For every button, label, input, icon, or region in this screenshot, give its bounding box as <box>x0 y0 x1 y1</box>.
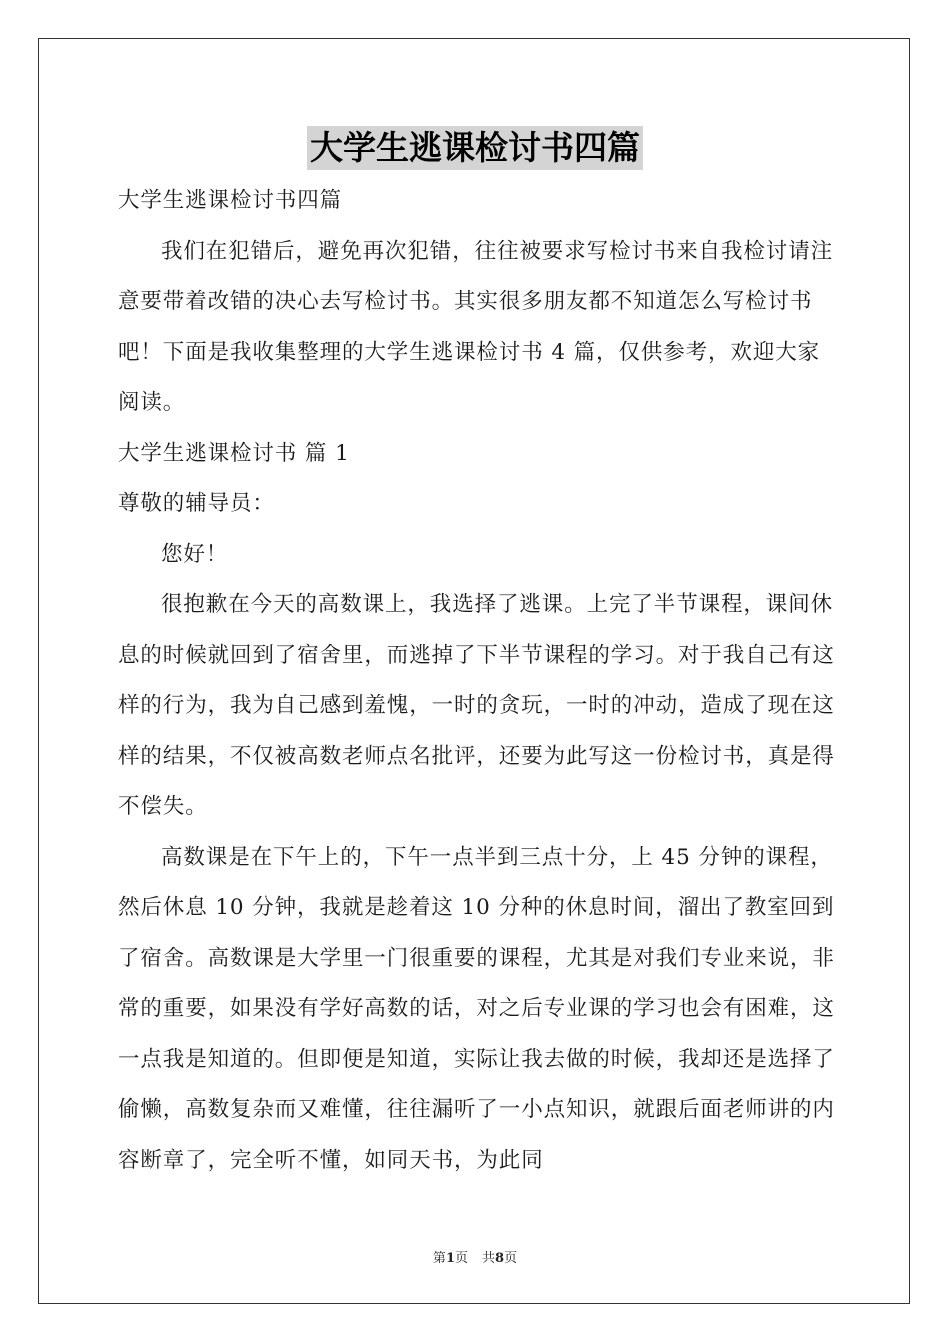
document-body <box>118 176 840 1186</box>
title-container <box>0 126 950 170</box>
subtitle-paragraph: 大学生逃课检讨书四篇 <box>118 188 343 213</box>
body-paragraph: 很抱歉在今天的高数课上，我选择了逃课。上完了半节课程，课间休息的时候就回到了宿舍里，而逃掉了下半节课程的学习。对于我自己有这样的行为，我为自己感到羞愧，一时的贪玩，一时的冲动，造成了现在这样的结果，不仅被高数老师点名批评，还要为此写这一份检讨书，真是得不偿失。 <box>118 592 835 819</box>
page-suffix: 页 <box>454 1251 468 1266</box>
intro-paragraph: 我们在犯错后，避免再次犯错，往往被要求写检讨书来自我检讨请注意要带着改错的决心去写检讨书。其实很多朋友都不知道怎么写检讨书吧！下面是我收集整理的大学生逃课检讨书 4 篇，仅供参考，欢迎大家阅读。 <box>118 238 834 415</box>
page-current: 1 <box>445 1251 455 1266</box>
total-suffix: 页 <box>504 1251 518 1266</box>
body-paragraph: 高数课是在下午上的，下午一点半到三点十分，上 45 分钟的课程，然后休息 10 分钟，我就是趁着这 10 分种的休息时间，溜出了教室回到了宿舍。高数课是大学里一门很重要的课程，尤其是对我们专业来说，非常的重要，如果没有学好高数的话，对之后专业课的学习也会有困难，这一点我是知道的。但即便是知道，实际让我去做的时候，我却还是选择了偷懒，高数复杂而又难懂，往往漏听了一小点知识，就跟后面老师讲的内容断章了，完全听不懂，如同天书，为此同 <box>118 844 835 1173</box>
salutation: 尊敬的辅导员： <box>118 491 275 516</box>
total-prefix: 共 <box>482 1251 496 1266</box>
page-footer <box>0 1247 950 1266</box>
section-heading: 大学生逃课检讨书 篇 1 <box>118 440 350 466</box>
greeting: 您好！ <box>161 541 229 567</box>
page-total: 8 <box>495 1251 505 1266</box>
page-prefix: 第 <box>432 1251 446 1266</box>
document-title: 大学生逃课检讨书四篇 <box>307 126 643 170</box>
